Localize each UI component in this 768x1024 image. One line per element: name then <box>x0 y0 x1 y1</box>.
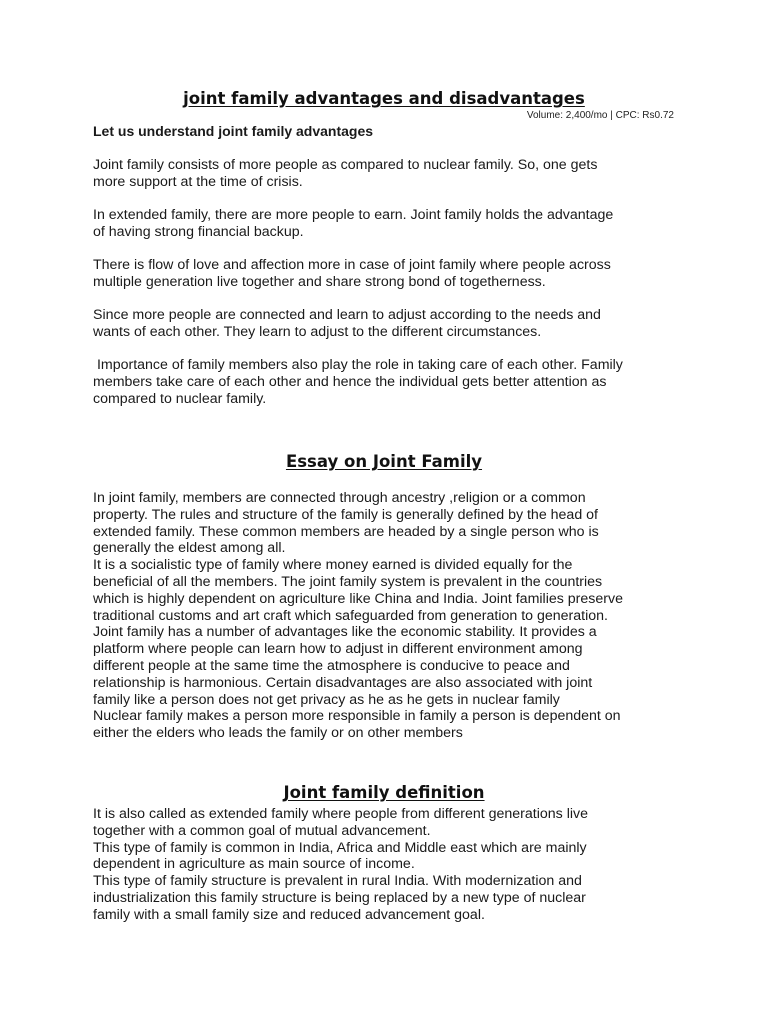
advantages-subheading: Let us understand joint family advantages <box>93 123 374 139</box>
advantages-paragraph-3 <box>93 257 683 291</box>
text-line: either the elders who leads the family or on other members <box>93 725 463 742</box>
text-line: industrialization this family structure is being replaced by a new type of nuclear <box>93 889 586 906</box>
text-line: which is highly dependent on agriculture like China and India. Joint families preserve <box>93 590 623 607</box>
text-line: This type of family is common in India, Africa and Middle east which are mainly <box>93 839 587 856</box>
text-line: multiple generation live together and share strong bond of togetherness. <box>93 273 546 290</box>
text-line: family with a small family size and reduced advancement goal. <box>93 906 485 923</box>
text-line: dependent in agriculture as main source of income. <box>93 856 415 873</box>
definition-body <box>93 806 683 924</box>
text-line: Nuclear family makes a person more responsible in family a person is dependent on <box>93 708 621 725</box>
text-line: wants of each other. They learn to adjust to the different circumstances. <box>93 323 542 340</box>
text-line: In extended family, there are more people to earn. Joint family holds the advantage <box>93 207 614 223</box>
keyword-metrics: Volume: 2,400/mo | CPC: Rs0.72 <box>526 110 674 121</box>
text-line: relationship is harmonious. Certain disadvantages are also associated with joint <box>93 674 593 691</box>
definition-heading: Joint family definition <box>283 783 485 802</box>
text-line: Since more people are connected and learn to adjust according to the needs and <box>93 307 601 323</box>
text-line: beneficial of all the members. The joint family system is prevalent in the countries <box>93 573 603 590</box>
advantages-paragraph-5 <box>93 357 683 407</box>
text-line: Importance of family members also play the role in taking care of each other. Family <box>93 357 623 373</box>
text-line: Joint family consists of more people as compared to nuclear family. So, one gets <box>93 157 598 173</box>
text-line: traditional customs and art craft which safeguarded from generation to generation. <box>93 607 608 624</box>
text-line: family like a person does not get privacy as he as he gets in nuclear family <box>93 691 560 708</box>
text-line: There is flow of love and affection more in case of joint family where people across <box>93 257 611 273</box>
essay-heading: Essay on Joint Family <box>285 452 483 471</box>
text-line: In joint family, members are connected through ancestry ,religion or a common <box>93 490 586 506</box>
text-line: This type of family structure is prevalent in rural India. With modernization and <box>93 873 582 890</box>
text-line: different people at the same time the atmosphere is conducive to peace and <box>93 657 570 674</box>
text-line: property. The rules and structure of the family is generally defined by the head of <box>93 506 598 523</box>
advantages-paragraph-1 <box>93 157 683 191</box>
text-line: members take care of each other and hence the individual gets better attention as <box>93 373 607 390</box>
essay-body <box>93 490 683 742</box>
text-line: together with a common goal of mutual advancement. <box>93 822 431 839</box>
text-line: It is a socialistic type of family where money earned is divided equally for the <box>93 557 573 574</box>
text-line: more support at the time of crisis. <box>93 173 303 190</box>
text-line: platform where people can learn how to adjust in different environment among <box>93 641 583 658</box>
text-line: Joint family has a number of advantages like the economic stability. It provides a <box>93 624 597 641</box>
text-line: compared to nuclear family. <box>93 390 267 407</box>
text-line: extended family. These common members are headed by a single person who is <box>93 523 599 540</box>
page-title: joint family advantages and disadvantages <box>183 89 585 108</box>
advantages-paragraph-4 <box>93 307 683 341</box>
text-line: of having strong financial backup. <box>93 223 304 240</box>
text-line: It is also called as extended family where people from different generations live <box>93 806 588 822</box>
text-line: generally the eldest among all. <box>93 540 286 557</box>
advantages-paragraph-2 <box>93 207 683 241</box>
